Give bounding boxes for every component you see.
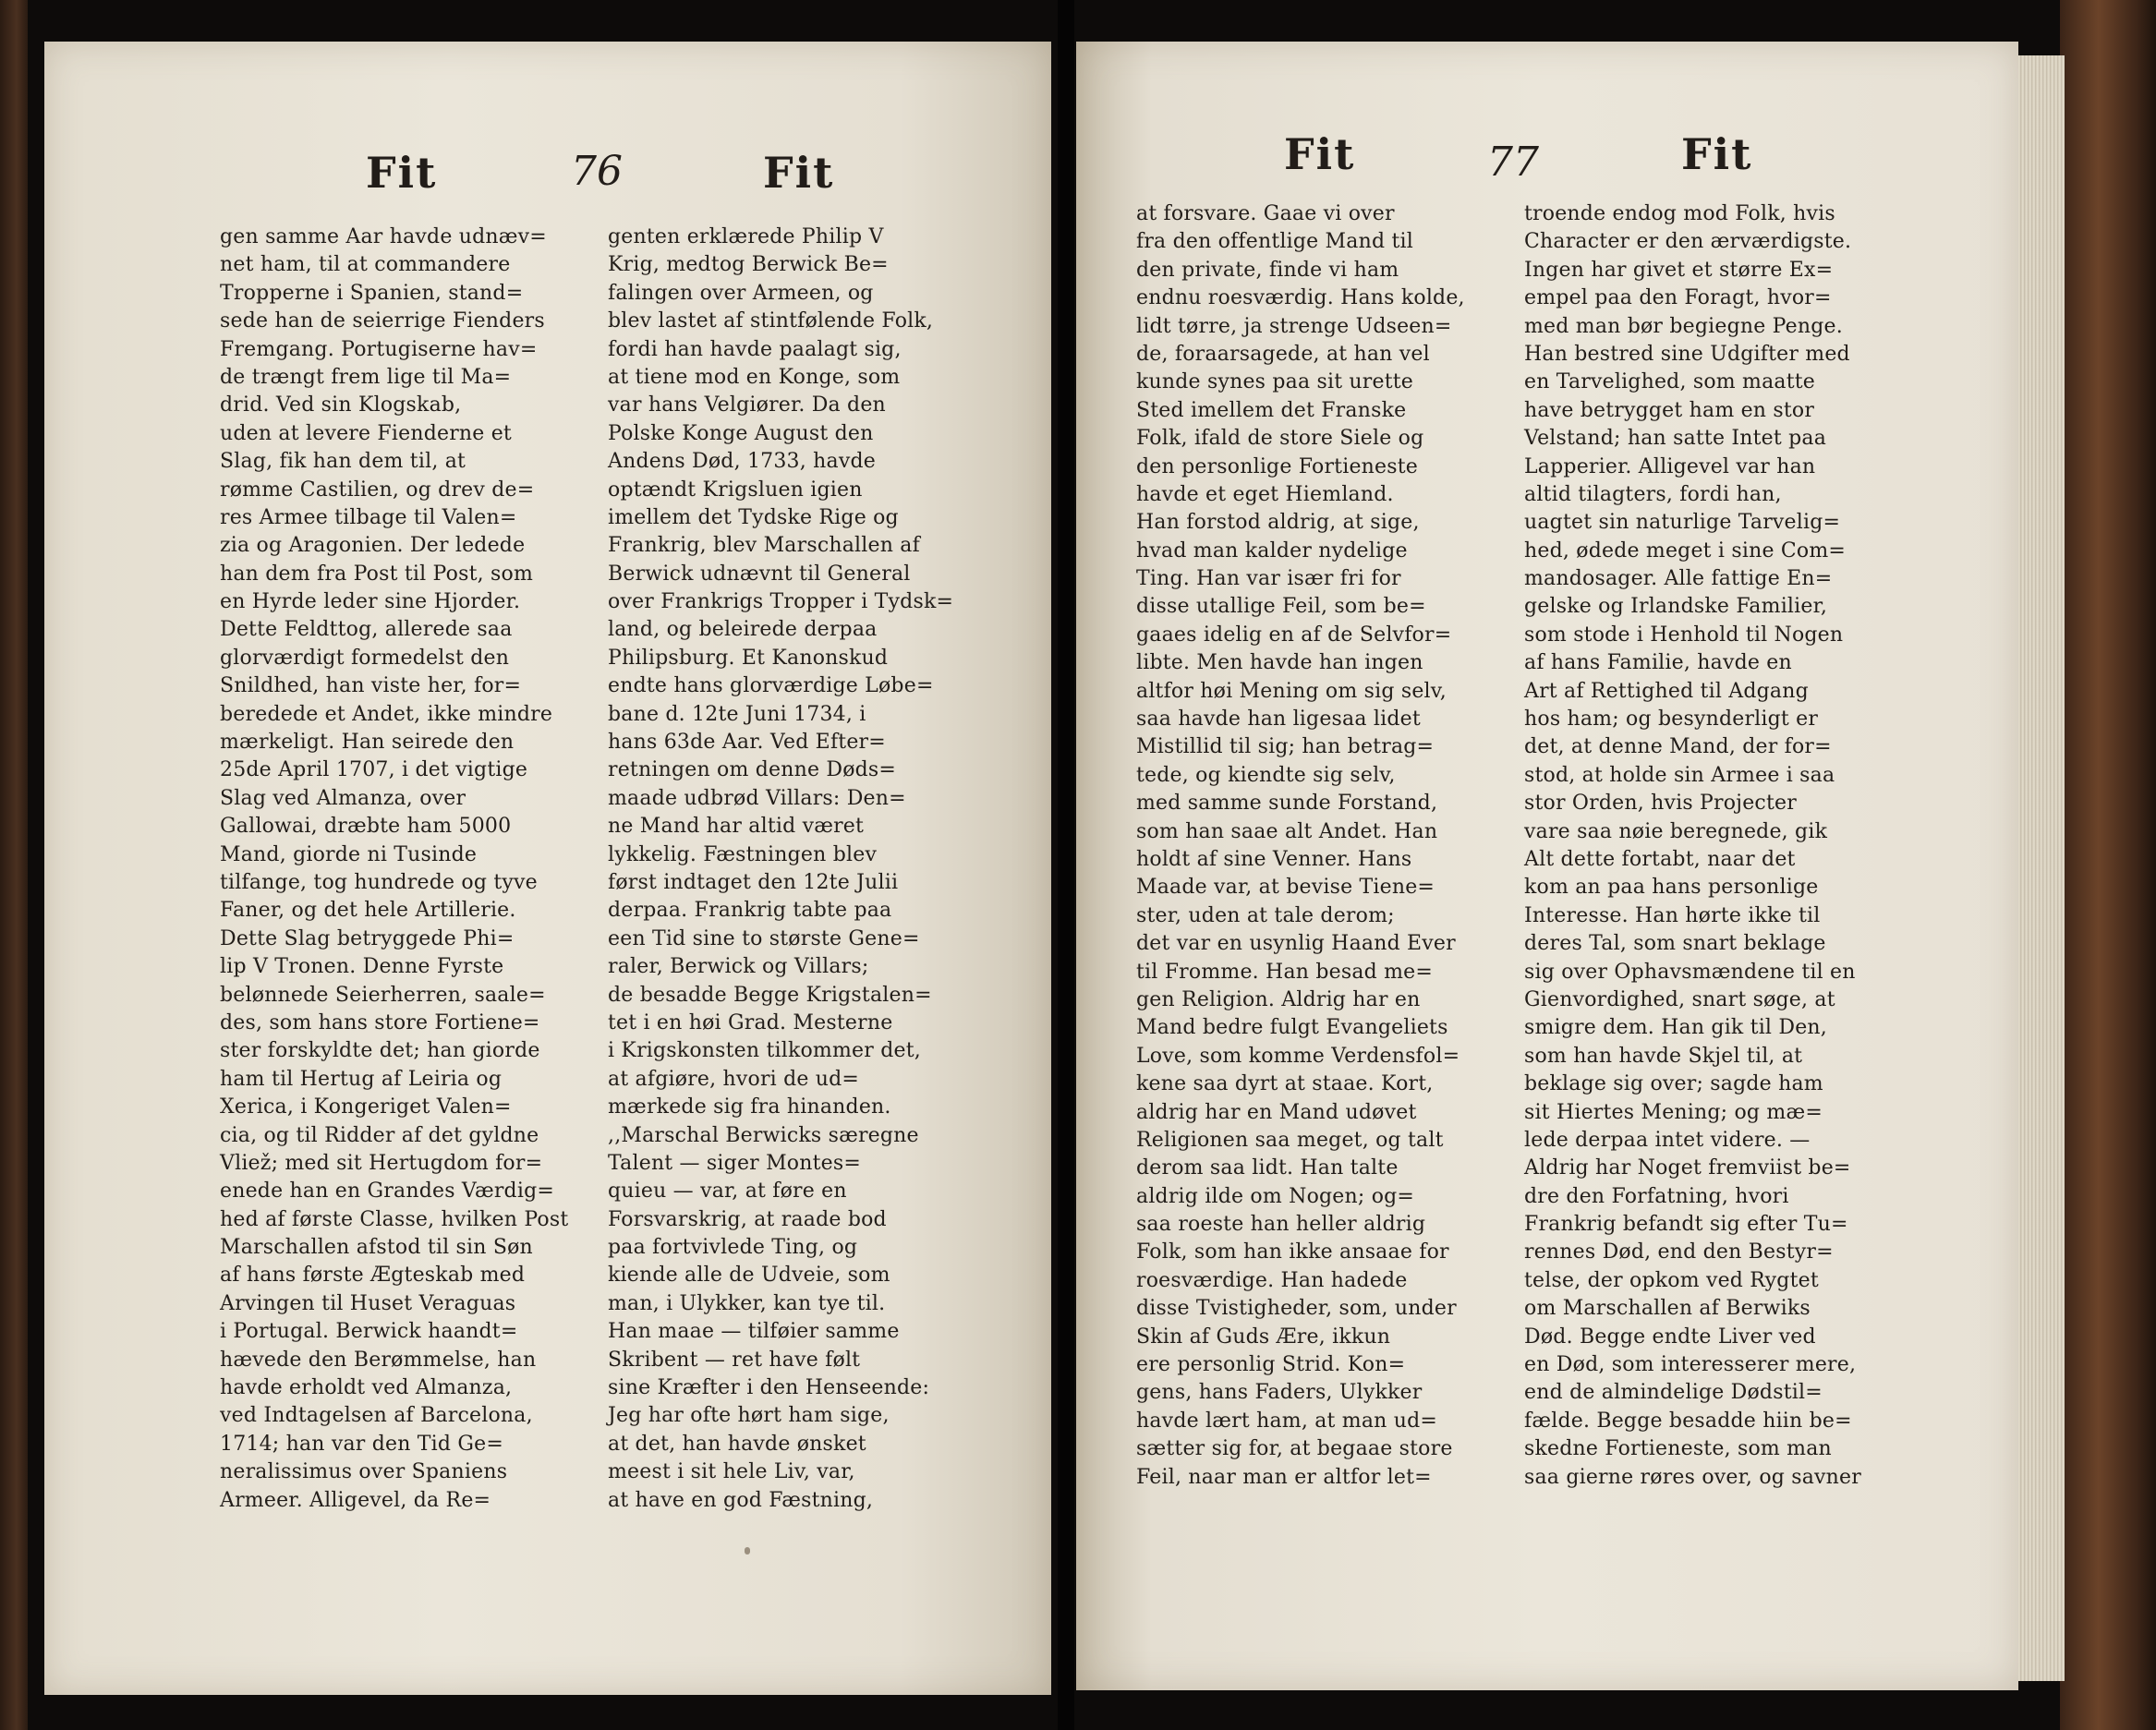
text-line: mandosager. Alle fattige En=: [1524, 567, 1833, 591]
page-number: 77: [1487, 139, 1539, 186]
text-line: de trængt frem lige til Ma=: [220, 365, 512, 389]
text-line: ham til Hertug af Leiria og: [220, 1067, 503, 1091]
right-binding: [2060, 0, 2156, 1730]
page-mark: [745, 1547, 750, 1555]
text-line: maade udbrød Villars: Den=: [608, 786, 906, 810]
text-line: endnu roesværdig. Hans kolde,: [1136, 286, 1465, 310]
page-number: 76: [571, 148, 623, 195]
header-word-left: Fit: [366, 148, 438, 198]
text-line: Han maae — tilføier samme: [608, 1320, 900, 1344]
text-line: libte. Men havde han ingen: [1136, 651, 1423, 675]
text-line: kom an paa hans personlige: [1524, 876, 1819, 900]
text-line: Ting. Han var især fri for: [1136, 567, 1401, 591]
text-line: sede han de seierrige Fienders: [220, 309, 545, 333]
text-line: af hans Familie, havde en: [1524, 651, 1792, 675]
text-line: Gienvordighed, snart søge, at: [1524, 987, 1835, 1011]
right-page-column-1: [1136, 200, 1496, 1492]
text-line: des, som hans store Fortiene=: [220, 1010, 540, 1034]
text-line: fordi han havde paalagt sig,: [608, 337, 902, 361]
text-line: at forsvare. Gaae vi over: [1136, 202, 1395, 225]
text-line: land, og beleirede derpaa: [608, 618, 878, 642]
text-line: om Marschallen af Berwiks: [1524, 1297, 1811, 1321]
text-line: Folk, ifald de store Siele og: [1136, 427, 1424, 451]
text-line: skedne Fortieneste, som man: [1524, 1437, 1832, 1461]
text-line: havde lært ham, at man ud=: [1136, 1409, 1437, 1433]
text-line: Han bestred sine Udgifter med: [1524, 342, 1850, 366]
text-line: saa havde han ligesaa lidet: [1136, 708, 1421, 732]
text-line: meest i sit hele Liv, var,: [608, 1460, 855, 1484]
text-line: res Armee tilbage til Valen=: [220, 505, 517, 529]
text-line: Aldrig har Noget fremviist be=: [1524, 1156, 1851, 1180]
text-line: Skin af Guds Ære, ikkun: [1136, 1325, 1391, 1349]
text-line: empel paa den Foragt, hvor=: [1524, 286, 1832, 310]
text-line: troende endog mod Folk, hvis: [1524, 202, 1835, 225]
text-line: Art af Rettighed til Adgang: [1524, 679, 1809, 703]
text-line: lidt tørre, ja strenge Udseen=: [1136, 314, 1452, 338]
text-line: over Frankrigs Tropper i Tydsk=: [608, 590, 954, 614]
text-line: Andens Død, 1733, havde: [608, 450, 876, 474]
text-line: een Tid sine to største Gene=: [608, 926, 920, 950]
text-line: det var en usynlig Haand Ever: [1136, 932, 1456, 956]
text-line: Maade var, at bevise Tiene=: [1136, 876, 1435, 900]
header-word-right: Fit: [763, 148, 835, 198]
text-line: Sted imellem det Franske: [1136, 398, 1407, 422]
left-binding: [0, 0, 28, 1730]
text-line: Mand bedre fulgt Evangeliets: [1136, 1016, 1448, 1040]
text-line: det, at denne Mand, der for=: [1524, 735, 1832, 759]
text-line: imellem det Tydske Rige og: [608, 505, 899, 529]
text-line: Gallowai, dræbte ham 5000: [220, 815, 512, 839]
text-line: som stode i Henhold til Nogen: [1524, 623, 1844, 647]
text-line: rennes Død, end den Bestyr=: [1524, 1240, 1834, 1264]
text-line: Character er den ærværdigste.: [1524, 230, 1852, 254]
text-line: en Hyrde leder sine Hjorder.: [220, 590, 521, 614]
text-line: endte hans glorværdige Løbe=: [608, 674, 934, 698]
text-line: 25de April 1707, i det vigtige: [220, 758, 528, 782]
text-line: Xerica, i Kongeriget Valen=: [220, 1095, 512, 1119]
text-line: Folk, som han ikke ansaae for: [1136, 1240, 1449, 1264]
text-line: optændt Krigsluen igien: [608, 478, 863, 502]
text-line: uagtet sin naturlige Tarvelig=: [1524, 511, 1841, 535]
text-line: sit Hiertes Mening; og mæ=: [1524, 1100, 1823, 1124]
text-line: derpaa. Frankrig tabte paa: [608, 899, 892, 923]
text-line: hævede den Berømmelse, han: [220, 1348, 537, 1372]
text-line: disse utallige Feil, som be=: [1136, 595, 1426, 619]
text-line: net ham, til at commandere: [220, 253, 511, 277]
text-line: gelske og Irlandske Familier,: [1524, 595, 1828, 619]
text-line: hvad man kalder nydelige: [1136, 538, 1408, 563]
text-line: Lapperier. Alligevel var han: [1524, 454, 1816, 478]
text-line: Tropperne i Spanien, stand=: [220, 281, 524, 305]
text-line: Død. Begge endte Liver ved: [1524, 1325, 1816, 1349]
text-line: cia, og til Ridder af det gyldne: [220, 1123, 539, 1147]
header-word-right: Fit: [1681, 129, 1753, 179]
right-page: [1076, 42, 2018, 1690]
text-line: quieu — var, at føre en: [608, 1180, 847, 1204]
text-line: Mand, giorde ni Tusinde: [220, 842, 478, 866]
text-line: sætter sig for, at begaae store: [1136, 1437, 1453, 1461]
text-line: som han saae alt Andet. Han: [1136, 819, 1438, 843]
text-line: kiende alle de Udveie, som: [608, 1264, 890, 1288]
text-line: at afgiøre, hvori de ud=: [608, 1067, 860, 1091]
page-edges: [2014, 55, 2065, 1681]
text-line: Religionen saa meget, og talt: [1136, 1128, 1444, 1152]
text-line: saa gierne røres over, og savner: [1524, 1465, 1861, 1489]
text-line: Philipsburg. Et Kanonskud: [608, 646, 889, 670]
left-page-header: [44, 148, 1051, 212]
text-line: genten erklærede Philip V: [608, 225, 884, 248]
left-page: [44, 42, 1051, 1695]
text-line: han dem fra Post til Post, som: [220, 562, 534, 586]
text-line: ster, uden at tale derom;: [1136, 903, 1395, 927]
text-line: blev lastet af stintfølende Folk,: [608, 309, 934, 333]
text-line: lykkelig. Fæstningen blev: [608, 842, 878, 866]
right-page-column-2: [1524, 200, 1884, 1492]
text-line: Armeer. Alligevel, da Re=: [220, 1488, 491, 1512]
text-line: uden at levere Fienderne et: [220, 421, 512, 445]
text-line: ne Mand har altid været: [608, 815, 865, 839]
text-line: disse Tvistigheder, som, under: [1136, 1297, 1457, 1321]
text-line: telse, der opkom ved Rygtet: [1524, 1268, 1819, 1292]
text-line: beredede et Andet, ikke mindre: [220, 702, 553, 726]
text-line: gen samme Aar havde udnæv=: [220, 225, 547, 248]
text-line: bane d. 12te Juni 1734, i: [608, 702, 866, 726]
text-line: Talent — siger Montes=: [608, 1151, 861, 1175]
text-line: enede han en Grandes Værdig=: [220, 1180, 554, 1204]
text-line: Krig, medtog Berwick Be=: [608, 253, 889, 277]
text-line: derom saa lidt. Han talte: [1136, 1156, 1399, 1180]
left-page-column-2: [608, 224, 977, 1515]
text-line: ere personlig Strid. Kon=: [1136, 1353, 1406, 1377]
text-line: den personlige Fortieneste: [1136, 454, 1419, 478]
text-line: altid tilagters, fordi han,: [1524, 482, 1782, 506]
text-line: Frankrig befandt sig efter Tu=: [1524, 1213, 1848, 1237]
text-line: Marschallen afstod til sin Søn: [220, 1236, 533, 1260]
text-line: vare saa nøie beregnede, gik: [1524, 819, 1828, 843]
text-line: hos ham; og besynderligt er: [1524, 708, 1819, 732]
text-line: falingen over Armeen, og: [608, 281, 874, 305]
text-line: lip V Tronen. Denne Fyrste: [220, 955, 504, 979]
text-line: sig over Ophavsmændene til en: [1524, 960, 1856, 984]
text-line: havde erholdt ved Almanza,: [220, 1376, 513, 1400]
text-line: tede, og kiendte sig selv,: [1136, 763, 1396, 787]
text-line: Velstand; han satte Intet paa: [1524, 427, 1827, 451]
text-line: Snildhed, han viste her, for=: [220, 674, 522, 698]
text-line: gaaes idelig en af de Selvfor=: [1136, 623, 1452, 647]
text-line: Fremgang. Portugiserne hav=: [220, 337, 538, 361]
text-line: stor Orden, hvis Projecter: [1524, 792, 1797, 816]
text-line: kene saa dyrt at staae. Kort,: [1136, 1072, 1434, 1096]
text-line: at det, han havde ønsket: [608, 1432, 866, 1456]
text-line: hed, ødede meget i sine Com=: [1524, 538, 1847, 563]
text-line: smigre dem. Han gik til Den,: [1524, 1016, 1827, 1040]
text-line: beklage sig over; sagde ham: [1524, 1072, 1823, 1096]
text-line: end de almindelige Dødstil=: [1524, 1381, 1823, 1405]
text-line: hans 63de Aar. Ved Efter=: [608, 731, 886, 755]
text-line: saa roeste han heller aldrig: [1136, 1213, 1426, 1237]
text-line: have betrygget ham en stor: [1524, 398, 1815, 422]
text-line: Berwick udnævnt til General: [608, 562, 911, 586]
text-line: Frankrig, blev Marschallen af: [608, 534, 920, 558]
text-line: 1714; han var den Tid Ge=: [220, 1432, 503, 1456]
text-line: til Fromme. Han besad me=: [1136, 960, 1434, 984]
header-word-left: Fit: [1284, 129, 1356, 179]
text-line: først indtaget den 12te Julii: [608, 870, 899, 894]
text-line: den private, finde vi ham: [1136, 258, 1399, 282]
text-line: roesværdige. Han hadede: [1136, 1268, 1408, 1292]
text-line: raler, Berwick og Villars;: [608, 955, 869, 979]
text-line: som han havde Skjel til, at: [1524, 1044, 1803, 1068]
text-line: Han forstod aldrig, at sige,: [1136, 511, 1420, 535]
text-line: gens, hans Faders, Ulykker: [1136, 1381, 1423, 1405]
text-line: Love, som komme Verdensfol=: [1136, 1044, 1460, 1068]
spine-gap: [1058, 0, 1074, 1730]
text-line: retningen om denne Døds=: [608, 758, 897, 782]
text-line: fra den offentlige Mand til: [1136, 230, 1413, 254]
text-line: Slag, fik han dem til, at: [220, 450, 466, 474]
text-line: rømme Castilien, og drev de=: [220, 478, 535, 502]
text-line: Vliež; med sit Hertugdom for=: [220, 1151, 543, 1175]
text-line: Jeg har ofte hørt ham sige,: [608, 1404, 890, 1428]
text-line: dre den Forfatning, hvori: [1524, 1184, 1789, 1208]
text-line: i Portugal. Berwick haandt=: [220, 1320, 518, 1344]
text-line: Slag ved Almanza, over: [220, 786, 466, 810]
text-line: en Død, som interesserer mere,: [1524, 1353, 1857, 1377]
text-line: tilfange, tog hundrede og tyve: [220, 870, 538, 894]
text-line: at tiene mod en Konge, som: [608, 365, 901, 389]
text-line: deres Tal, som snart beklage: [1524, 932, 1826, 956]
text-line: lede derpaa intet videre. —: [1524, 1128, 1811, 1152]
text-line: Ingen har givet et større Ex=: [1524, 258, 1834, 282]
text-line: Arvingen til Huset Veraguas: [220, 1291, 516, 1315]
text-line: Dette Feldttog, allerede saa: [220, 618, 513, 642]
text-line: Dette Slag betryggede Phi=: [220, 926, 515, 950]
text-line: ,,Marschal Berwicks særegne: [608, 1123, 919, 1147]
text-line: Forsvarskrig, at raade bod: [608, 1207, 887, 1231]
text-line: neralissimus over Spaniens: [220, 1460, 508, 1484]
text-line: Faner, og det hele Artillerie.: [220, 899, 516, 923]
text-line: drid. Ved sin Klogskab,: [220, 393, 462, 417]
text-line: med samme sunde Forstand,: [1136, 792, 1438, 816]
text-line: at have en god Fæstning,: [608, 1488, 874, 1512]
text-line: hed af første Classe, hvilken Post: [220, 1207, 569, 1231]
text-line: paa fortvivlede Ting, og: [608, 1236, 858, 1260]
text-line: Alt dette fortabt, naar det: [1524, 847, 1796, 871]
text-line: ster forskyldte det; han giorde: [220, 1039, 540, 1063]
text-line: de besadde Begge Krigstalen=: [608, 983, 932, 1007]
text-line: stod, at holde sin Armee i saa: [1524, 763, 1835, 787]
text-line: Interesse. Han hørte ikke til: [1524, 903, 1821, 927]
text-line: en Tarvelighed, som maatte: [1524, 370, 1816, 394]
text-line: havde et eget Hiemland.: [1136, 482, 1394, 506]
text-line: man, i Ulykker, kan tye til.: [608, 1291, 886, 1315]
text-line: fælde. Begge besadde hiin be=: [1524, 1409, 1852, 1433]
text-line: mærkede sig fra hinanden.: [608, 1095, 891, 1119]
text-line: glorværdigt formedelst den: [220, 646, 510, 670]
text-line: sine Kræfter i den Henseende:: [608, 1376, 930, 1400]
text-line: gen Religion. Aldrig har en: [1136, 987, 1421, 1011]
text-line: Polske Konge August den: [608, 421, 874, 445]
text-line: var hans Velgiører. Da den: [608, 393, 886, 417]
left-page-column-1: [220, 224, 571, 1515]
text-line: altfor høi Mening om sig selv,: [1136, 679, 1447, 703]
text-line: Feil, naar man er altfor let=: [1136, 1465, 1432, 1489]
text-line: mærkeligt. Han seirede den: [220, 731, 515, 755]
text-line: med man bør begiegne Penge.: [1524, 314, 1843, 338]
text-line: i Krigskonsten tilkommer det,: [608, 1039, 921, 1063]
text-line: aldrig ilde om Nogen; og=: [1136, 1184, 1415, 1208]
text-line: af hans første Ægteskab med: [220, 1264, 526, 1288]
text-line: tet i en høi Grad. Mesterne: [608, 1010, 893, 1034]
text-line: Mistillid til sig; han betrag=: [1136, 735, 1435, 759]
text-line: belønnede Seierherren, saale=: [220, 983, 546, 1007]
text-line: aldrig har en Mand udøvet: [1136, 1100, 1417, 1124]
text-line: zia og Aragonien. Der ledede: [220, 534, 526, 558]
text-line: ved Indtagelsen af Barcelona,: [220, 1404, 533, 1428]
text-line: kunde synes paa sit urette: [1136, 370, 1414, 394]
text-line: holdt af sine Venner. Hans: [1136, 847, 1412, 871]
text-line: de, foraarsagede, at han vel: [1136, 342, 1430, 366]
text-line: Skribent — ret have følt: [608, 1348, 861, 1372]
